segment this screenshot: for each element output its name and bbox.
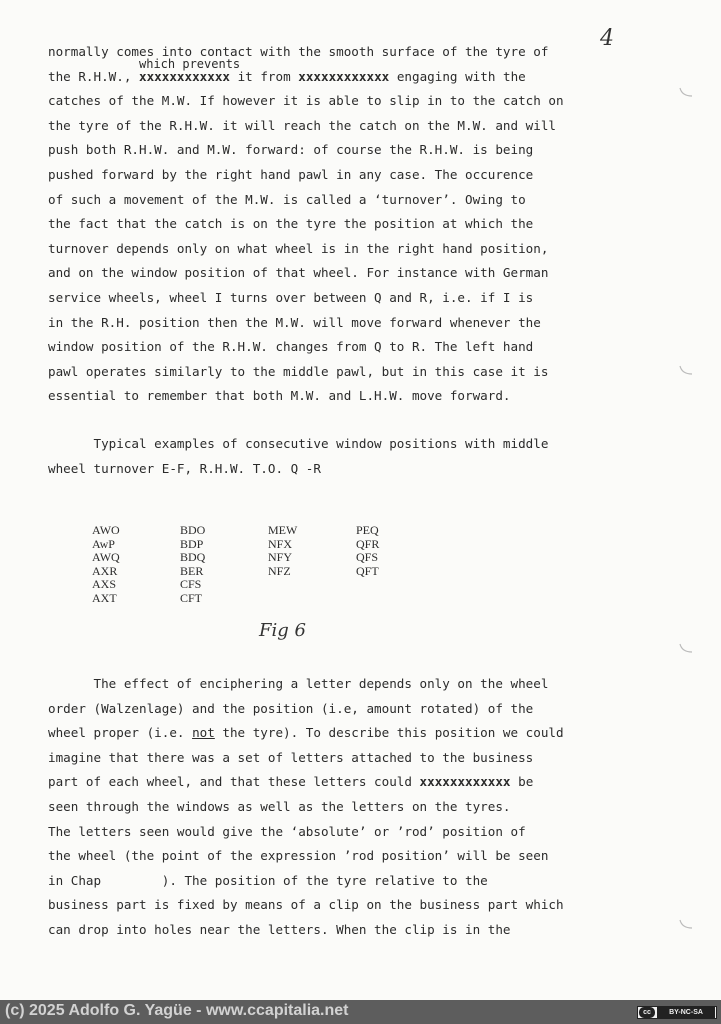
punch-hole-mark bbox=[676, 364, 698, 378]
table-cell: BDO bbox=[180, 523, 206, 537]
table-cell: QFT bbox=[356, 563, 379, 578]
table-cell: PEQ bbox=[356, 523, 379, 537]
text-segment: it from bbox=[230, 68, 299, 84]
table-row bbox=[92, 538, 444, 552]
paragraph bbox=[48, 672, 564, 943]
text-segment: the R.H.W., bbox=[48, 68, 139, 84]
text-segment: in the R.H. position then the M.W. will move forward whenever the bbox=[48, 314, 541, 330]
table-cell: BER bbox=[180, 563, 204, 578]
text-line bbox=[48, 721, 564, 746]
text-segment: part of each wheel, and that these letters could bbox=[48, 774, 420, 790]
text-segment: the tyre). To describe this position we could bbox=[214, 725, 564, 741]
text-line bbox=[48, 261, 564, 286]
table-row bbox=[92, 524, 444, 538]
text-line bbox=[48, 89, 564, 114]
text-segment: normally comes into contact with the smooth surface of the tyre of bbox=[48, 44, 549, 59]
text-segment: be bbox=[510, 774, 534, 790]
copyright-text: (c) 2025 Adolfo G. Yagüe - www.ccapitalia.net bbox=[5, 1002, 349, 1019]
table-cell: AwP bbox=[92, 536, 115, 551]
text-segment: business part is fixed by means of a clip on the business part which bbox=[48, 897, 564, 913]
punch-hole-mark bbox=[676, 642, 698, 656]
text-segment: the fact that the catch is on the tyre the position at which the bbox=[48, 216, 534, 232]
text-line bbox=[48, 360, 564, 385]
text-line bbox=[48, 384, 564, 409]
table-row bbox=[92, 551, 444, 565]
text-segment: in Chap ). The position of the tyre relative to the bbox=[48, 872, 488, 888]
text-line bbox=[48, 795, 564, 820]
license-text: BY-NC-SA bbox=[657, 1007, 715, 1018]
text-line bbox=[48, 188, 564, 213]
copyright-footer bbox=[0, 1000, 721, 1024]
text-line bbox=[48, 770, 564, 795]
table-cell: AWQ bbox=[92, 550, 120, 564]
text-line bbox=[48, 163, 564, 188]
text-segment: order (Walzenlage) and the position (i.e, amount rotated) of the bbox=[48, 700, 534, 716]
table-cell: MEW bbox=[268, 523, 298, 537]
text-segment: wheel turnover E-F, R.H.W. T.O. Q -R bbox=[48, 460, 321, 476]
text-segment: the wheel (the point of the expression ’rod position’ will be seen bbox=[48, 848, 549, 864]
struck-out-text: xxxxxxxxxxxx bbox=[419, 774, 511, 790]
text-segment: The letters seen would give the ‘absolute’ or ’rod’ position of bbox=[48, 823, 526, 839]
text-line bbox=[48, 697, 564, 722]
punch-hole-mark bbox=[676, 918, 698, 932]
text-line bbox=[48, 311, 564, 336]
text-segment: pawl operates similarly to the middle pawl, but in this case it is bbox=[48, 363, 549, 379]
table-cell: NFY bbox=[268, 550, 293, 564]
text-segment: seen through the windows as well as the letters on the tyres. bbox=[48, 798, 511, 814]
text-segment: imagine that there was a set of letters attached to the business bbox=[48, 749, 534, 765]
text-segment: of such a movement of the M.W. is called a ‘turnover’. Owing to bbox=[48, 191, 526, 207]
text-segment: pushed forward by the right hand pawl in any case. The occurence bbox=[48, 166, 534, 182]
text-line bbox=[48, 286, 564, 311]
table-cell: QFR bbox=[356, 536, 380, 551]
text-segment: turnover depends only on what wheel is in the right hand position, bbox=[48, 240, 549, 256]
text-line bbox=[48, 65, 564, 90]
table-cell: NFX bbox=[268, 536, 293, 551]
text-segment: window position of the R.H.W. changes from Q to R. The left hand bbox=[48, 339, 534, 355]
text-line bbox=[48, 212, 564, 237]
table-cell bbox=[356, 578, 444, 592]
text-line bbox=[48, 457, 548, 482]
text-segment: essential to remember that both M.W. and L.H.W. move forward. bbox=[48, 388, 511, 404]
text-segment: wheel proper (i.e. bbox=[48, 725, 193, 741]
cc-license-badge bbox=[637, 1006, 717, 1019]
text-line bbox=[48, 432, 548, 457]
underlined-text: not bbox=[192, 725, 215, 741]
text-line bbox=[48, 820, 564, 845]
table-cell: AWO bbox=[92, 523, 120, 537]
text-segment: and on the window position of that wheel. For instance with German bbox=[48, 265, 549, 281]
text-segment: engaging with the bbox=[389, 68, 526, 84]
handwritten-insertion-note: which prevents bbox=[139, 57, 241, 71]
text-segment: Typical examples of consecutive window positions with middle bbox=[48, 436, 549, 451]
table-row bbox=[92, 578, 444, 592]
text-line bbox=[48, 918, 564, 943]
paragraph bbox=[48, 432, 548, 481]
text-line bbox=[48, 893, 564, 918]
text-segment: catches of the M.W. If however it is able to slip in to the catch on bbox=[48, 93, 564, 109]
text-line bbox=[48, 844, 564, 869]
text-segment: can drop into holes near the letters. When the clip is in the bbox=[48, 921, 511, 937]
figure-caption: Fig 6 bbox=[259, 620, 306, 641]
table-row bbox=[92, 565, 444, 579]
table-cell: AXT bbox=[92, 590, 117, 605]
table-cell: QFS bbox=[356, 550, 379, 564]
page-number: 4 bbox=[600, 26, 614, 51]
table-cell: CFT bbox=[180, 590, 203, 605]
text-line bbox=[48, 138, 564, 163]
text-segment: the tyre of the R.H.W. it will reach the catch on the M.W. and will bbox=[48, 117, 556, 133]
text-segment: The effect of enciphering a letter depends only on the wheel bbox=[48, 676, 549, 691]
struck-out-text: xxxxxxxxxxxx bbox=[139, 68, 230, 84]
table-cell: BDP bbox=[180, 536, 204, 551]
table-cell: BDQ bbox=[180, 550, 206, 564]
figure-6-window-positions-table bbox=[92, 524, 444, 605]
table-cell: NFZ bbox=[268, 563, 291, 578]
table-cell bbox=[268, 578, 356, 592]
table-row bbox=[92, 592, 444, 606]
text-line bbox=[48, 869, 564, 894]
text-line bbox=[48, 114, 564, 139]
punch-hole-mark bbox=[676, 86, 698, 100]
struck-out-text: xxxxxxxxxxxx bbox=[298, 68, 390, 84]
text-line bbox=[48, 237, 564, 262]
table-cell bbox=[268, 592, 356, 606]
text-segment: service wheels, wheel I turns over between Q and R, i.e. if I is bbox=[48, 289, 534, 305]
table-cell bbox=[356, 592, 444, 606]
text-line bbox=[48, 40, 564, 65]
table-cell: CFS bbox=[180, 577, 202, 591]
text-line bbox=[48, 335, 564, 360]
table-cell: AXR bbox=[92, 563, 118, 578]
table-cell: AXS bbox=[92, 577, 117, 591]
text-line bbox=[48, 672, 564, 697]
cc-logo-icon: cc bbox=[639, 1007, 655, 1018]
text-segment: push both R.H.W. and M.W. forward: of course the R.H.W. is being bbox=[48, 142, 534, 158]
text-line bbox=[48, 746, 564, 771]
paragraph bbox=[48, 40, 564, 409]
